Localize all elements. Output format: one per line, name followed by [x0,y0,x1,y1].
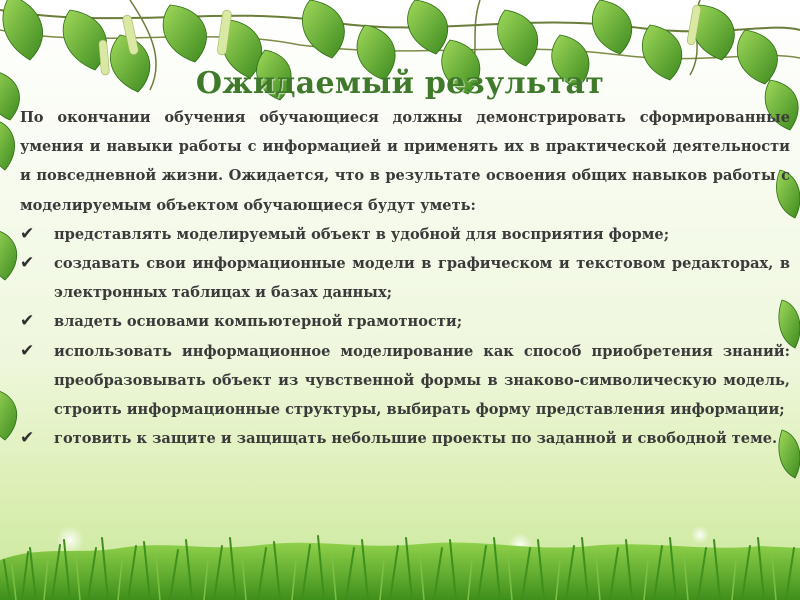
slide-body [20,103,790,453]
list-item [20,337,790,425]
intro-paragraph: По окончании обучения обучающиеся должны демонстрировать сформированные умения и навыки работы с информацией и применять их в практической деятельности и повседневной жизни. Ожидается, что в результате освоения общих навыков работы с моделируемым объектом обучающиеся будут уметь: [20,109,790,214]
list-item-text: использовать информационное моделирование как способ приобретения знаний: преобразовывать объект из чувственной формы в знаково-символическую модель, строить информационные структуры, выбирать форму представления информации; [54,342,790,419]
list-item-text: владеть основами компьютерной грамотности; [54,313,463,331]
checkmark-icon: ✔ [20,253,35,274]
checkmark-icon: ✔ [20,428,35,449]
checkmark-icon: ✔ [20,223,35,244]
list-item-text: готовить к защите и защищать небольшие проекты по заданной и свободной теме. [54,430,778,448]
list-item-text: представлять моделируемый объект в удобной для восприятия форме; [54,225,670,243]
list-item [20,249,790,307]
list-item [20,307,790,336]
list-item [20,424,790,453]
checkmark-icon: ✔ [20,340,35,361]
slide-title: Ожидаемый результат [195,66,605,101]
list-item-text: создавать свои информационные модели в графическом и текстовом редакторах, в электронных таблицах и базах данных; [54,255,790,302]
checkmark-icon: ✔ [20,311,35,332]
list-item [20,220,790,249]
skills-list [20,220,790,454]
